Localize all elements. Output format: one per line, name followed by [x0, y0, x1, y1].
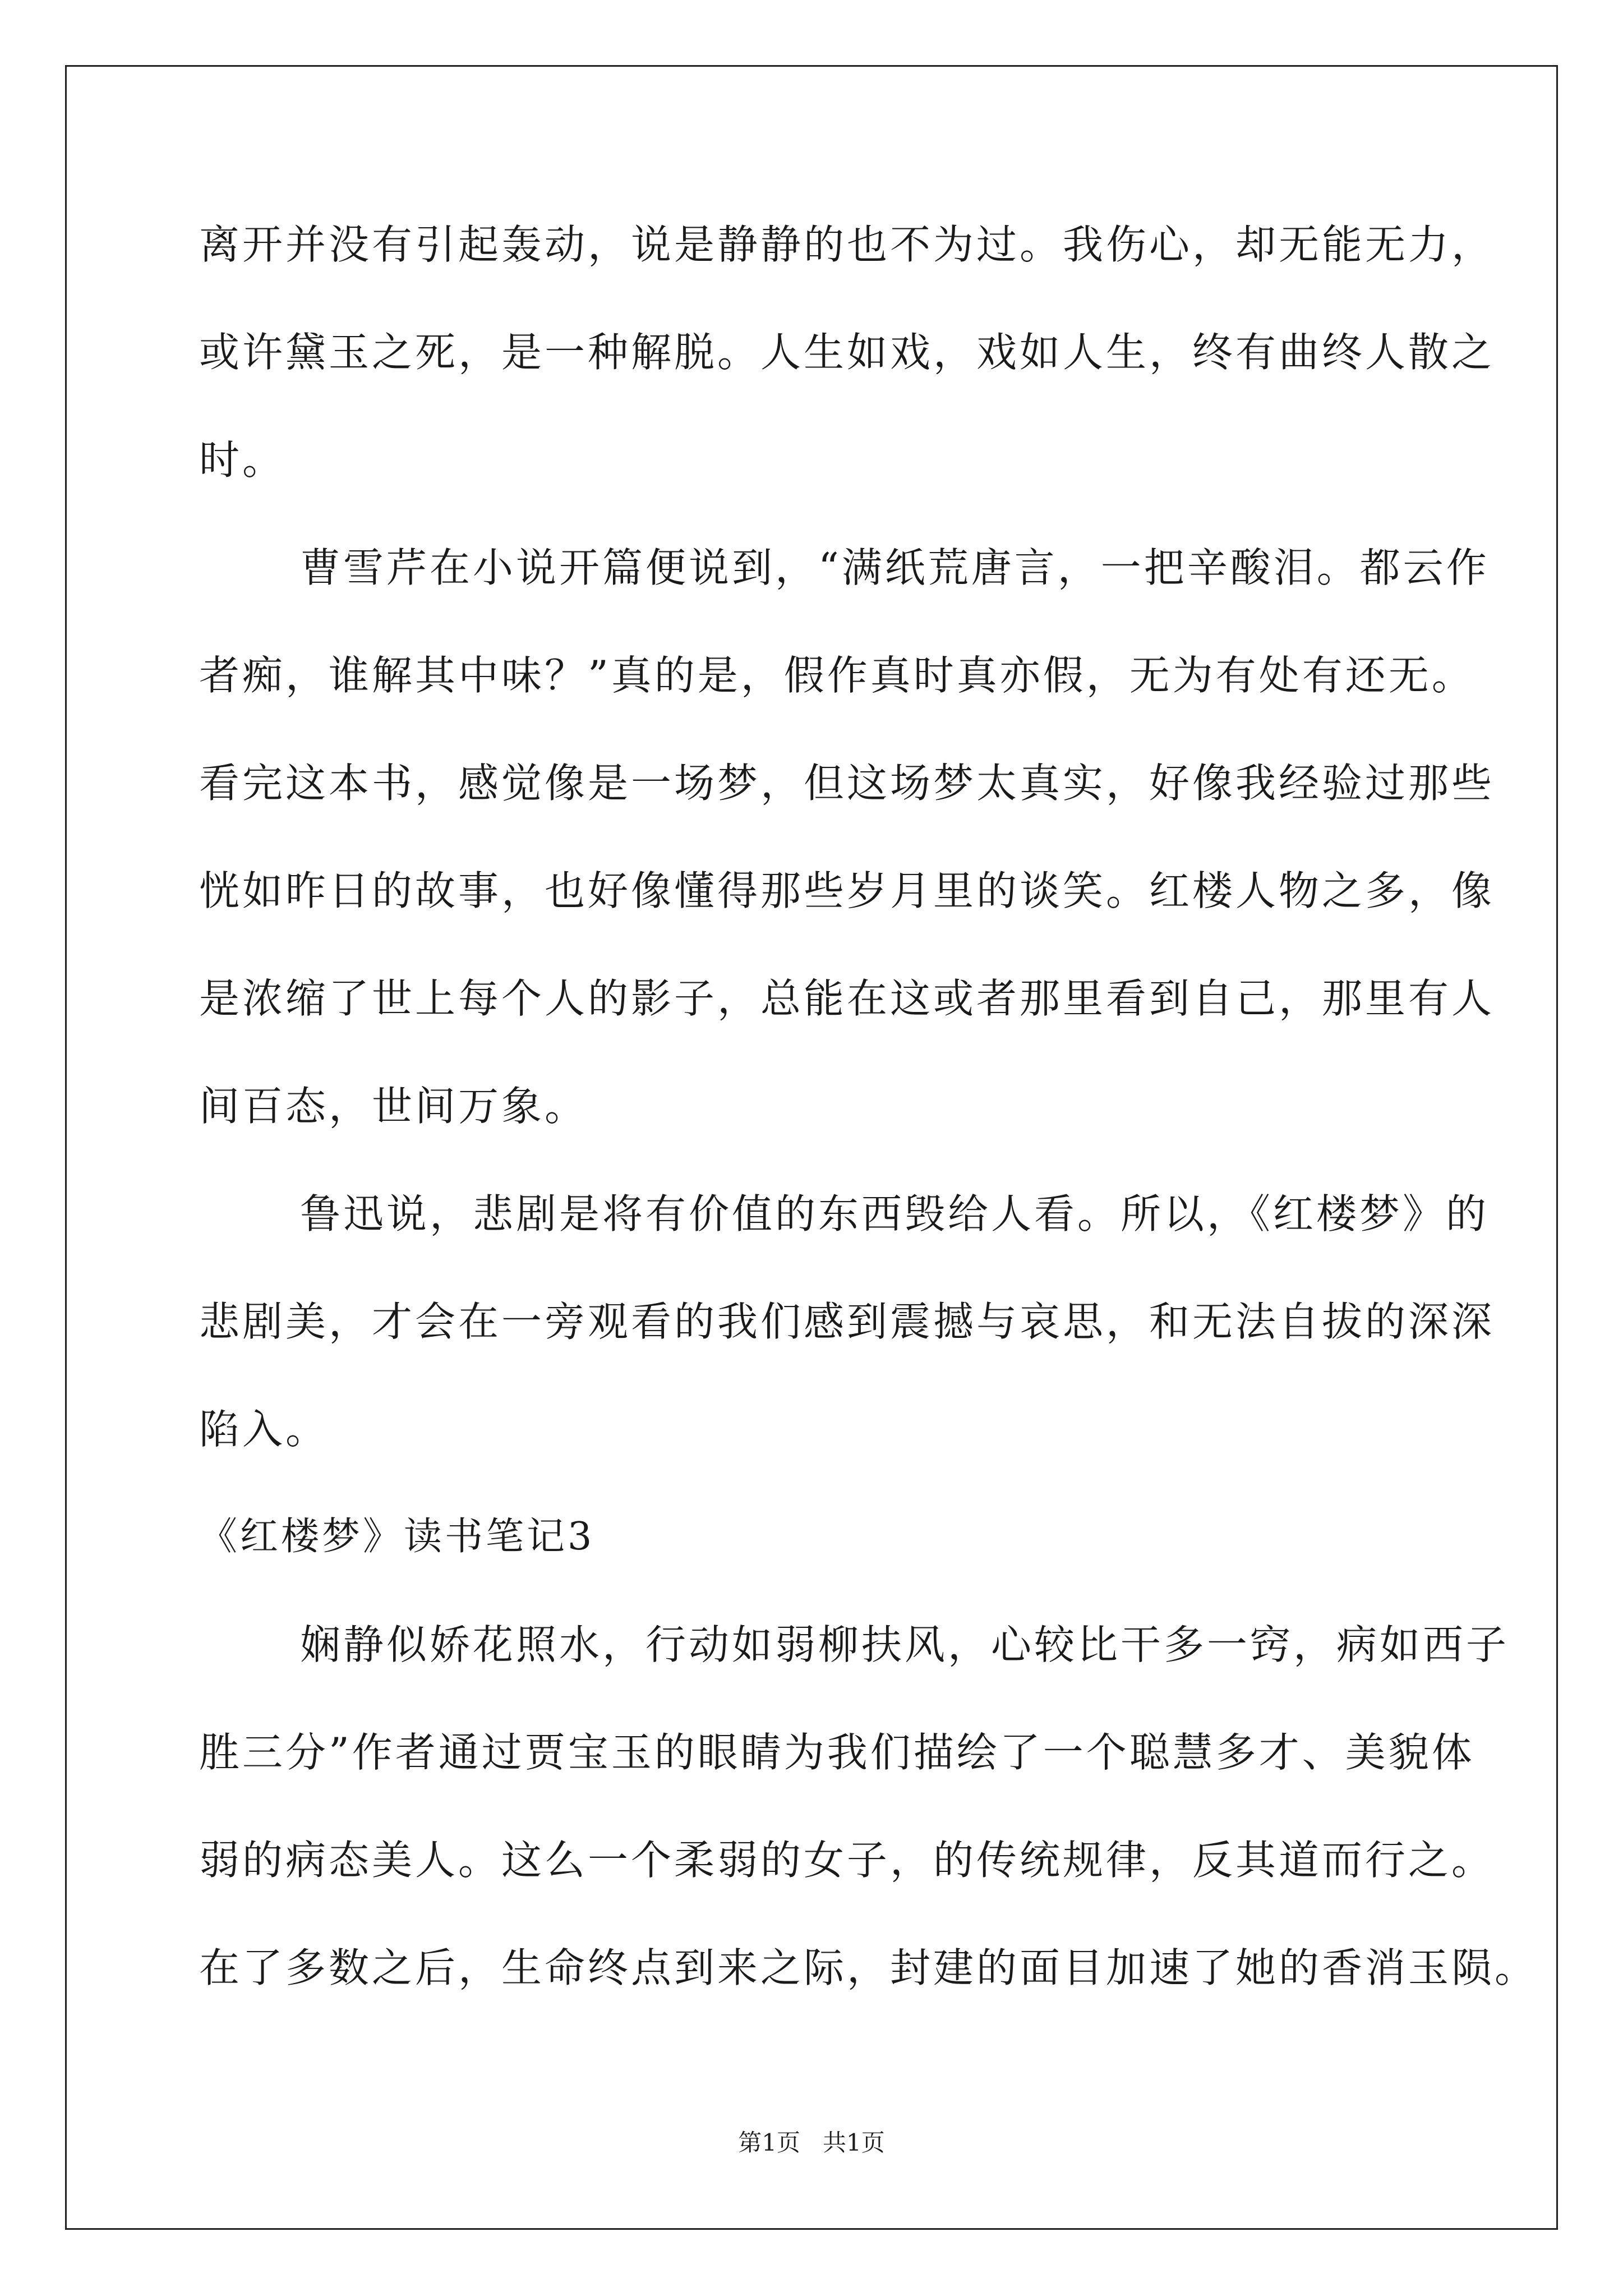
- text-line: 娴静似娇花照水，行动如弱柳扶风，心较比干多一窍，病如西子: [300, 1621, 1510, 1668]
- text-line: 鲁迅说，悲剧是将有价值的东西毁给人看。所以，《红楼梦》的: [300, 1190, 1490, 1237]
- text-line: 陷入。: [199, 1406, 329, 1453]
- section-heading: 《红楼梦》读书笔记3: [199, 1515, 595, 1559]
- page-number: 第1页: [738, 2129, 800, 2156]
- text-line: 弱的病态美人。这么一个柔弱的女子，的传统规律，反其道而行之。: [199, 1837, 1495, 1884]
- document-body: [199, 191, 1538, 2022]
- page-total: 共1页: [823, 2129, 885, 2156]
- text-line: 曹雪芹在小说开篇便说到，“满纸荒唐言，一把辛酸泪。都云作: [300, 544, 1490, 591]
- text-line: 间百态，世间万象。: [199, 1083, 588, 1130]
- text-line: 在了多数之后，生命终点到来之际，封建的面目加速了她的香消玉陨。: [199, 1944, 1538, 1991]
- text-line: 看完这本书，感觉像是一场梦，但这场梦太真实，好像我经验过那些: [199, 760, 1495, 807]
- text-line: 者痴，谁解其中味？”真的是，假作真时真亦假，无为有处有还无。: [199, 652, 1475, 699]
- text-line: 时。: [199, 436, 286, 484]
- page-footer: [0, 2126, 1623, 2160]
- text-line: 或许黛玉之死，是一种解脱。人生如戏，戏如人生，终有曲终人散之: [199, 329, 1495, 376]
- text-line: 是浓缩了世上每个人的影子，总能在这或者那里看到自己，那里有人: [199, 975, 1495, 1022]
- text-line: 离开并没有引起轰动，说是静静的也不为过。我伤心，却无能无力，: [199, 221, 1495, 268]
- text-line: 胜三分”作者通过贾宝玉的眼睛为我们描绘了一个聪慧多才、美貌体: [199, 1729, 1475, 1776]
- text-line: 恍如昨日的故事，也好像懂得那些岁月里的谈笑。红楼人物之多，像: [199, 867, 1495, 914]
- text-line: 悲剧美，才会在一旁观看的我们感到震撼与哀思，和无法自拔的深深: [199, 1298, 1495, 1345]
